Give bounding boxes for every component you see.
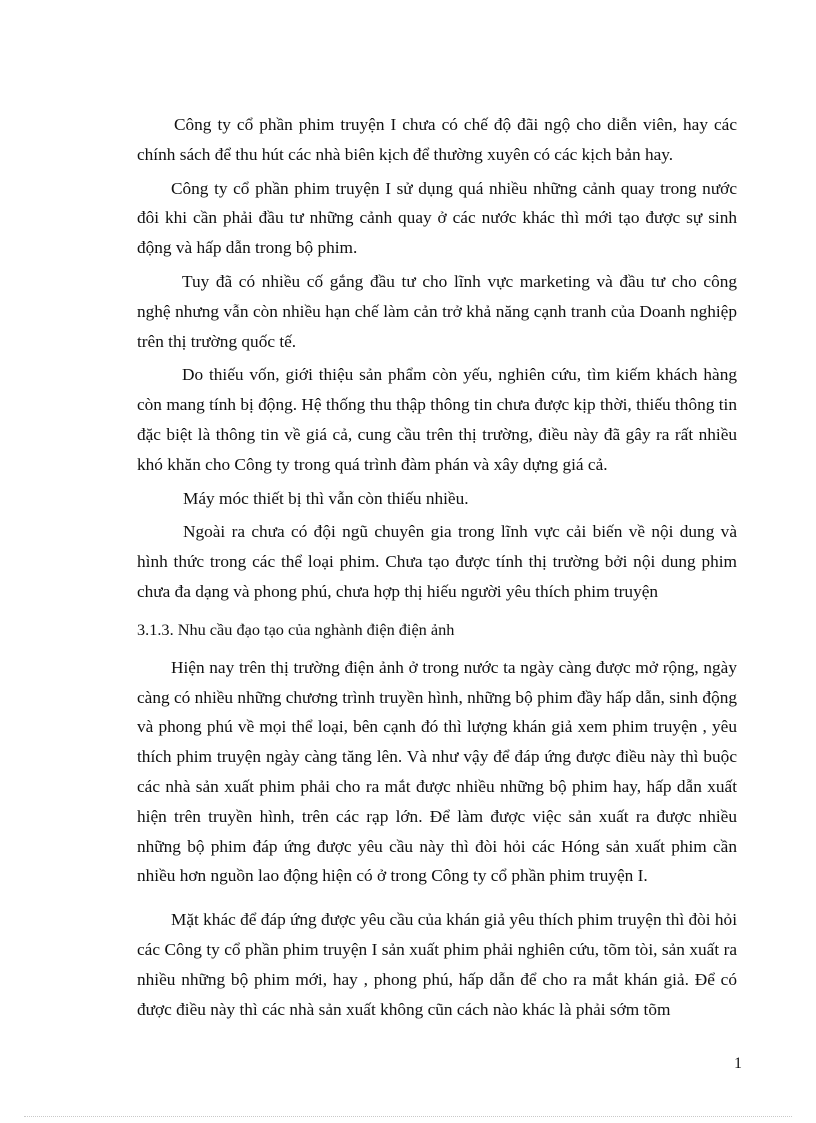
paragraph-actor-policy: Công ty cổ phần phim truyện I chưa có chế độ đãi ngộ cho diễn viên, hay các chính sách để thu hút các nhà biên kịch để thường xuyên có các kịch bản hay.	[137, 115, 737, 164]
page-bottom-divider	[24, 1116, 792, 1117]
document-body	[137, 110, 737, 1024]
section-heading: 3.1.3. Nhu cầu đạo tạo của nghành điện điện ảnh	[137, 619, 455, 639]
paragraph-equipment: Máy móc thiết bị thì vẫn còn thiếu nhiều.	[183, 488, 469, 508]
page-number: 1	[734, 1055, 742, 1072]
paragraph-filming-locations: Công ty cổ phần phim truyện I sử dụng quá nhiều những cảnh quay trong nước đôi khi cần phải đầu tư những cảnh quay ở các nước khác thì mới tạo được sự sinh động và hấp dẫn trong bộ phim.	[137, 178, 737, 258]
paragraph-market-growth: Hiện nay trên thị trường điện ảnh ở trong nước ta ngày càng được mở rộng, ngày càng có nhiều những chương trình truyền hình, những bộ phim đầy hấp dẫn, sinh động và phong phú về mọi thể loại, bên cạnh đó thì lượng khán giả xem phim truyện , yêu thích phim truyện ngày càng tăng lên. Và như vậy để đáp ứng được điều này thì buộc các nhà sản xuất phim phải cho ra mắt được nhiều những bộ phim hay, hấp dẫn xuất hiện trên truyền hình, trên các rạp lớn. Để làm được việc sản xuất ra được nhiều những bộ phim đáp ứng được yêu cầu này thì đòi hỏi các Hóng sản xuất phim cần nhiều hơn nguồn lao động hiện có ở trong Công ty cổ phần phim truyện I.	[137, 657, 737, 886]
paragraph-marketing-investment: Tuy đã có nhiều cố gắng đầu tư cho lĩnh vực marketing và đầu tư cho công nghệ nhưng vẫn còn nhiều hạn chế làm cản trở khả năng cạnh tranh của Doanh nghiệp trên thị trường quốc tế.	[137, 271, 737, 351]
paragraph-audience-demand: Mặt khác để đáp ứng được yêu cầu của khán giả yêu thích phim truyện thì đòi hỏi các Công ty cổ phần phim truyện I sản xuất phim phải nghiên cứu, tõm tòi, sản xuất ra nhiều những bộ phim mới, hay , phong phú, hấp dẫn để cho ra mắt khán giả. Để có được điều này thì các nhà sản xuất không cũn cách nào khác là phải sớm tõm	[137, 910, 737, 1019]
paragraph-expert-team: Ngoài ra chưa có đội ngũ chuyên gia trong lĩnh vực cải biến về nội dung và hình thức trong các thể loại phim. Chưa tạo được tính thị trường bởi nội dung phim chưa đa dạng và phong phú, chưa hợp thị hiếu người yêu thích phim truyện	[137, 522, 737, 601]
paragraph-capital-shortage: Do thiếu vốn, giới thiệu sản phẩm còn yếu, nghiên cứu, tìm kiếm khách hàng còn mang tính bị động. Hệ thống thu thập thông tin chưa được kịp thời, thiếu thông tin đặc biệt là thông tin về giá cả, cung cầu trên thị trường, điều này đã gây ra rất nhiều khó khăn cho Công ty trong quá trình đàm phán và xây dựng giá cả.	[137, 365, 737, 474]
